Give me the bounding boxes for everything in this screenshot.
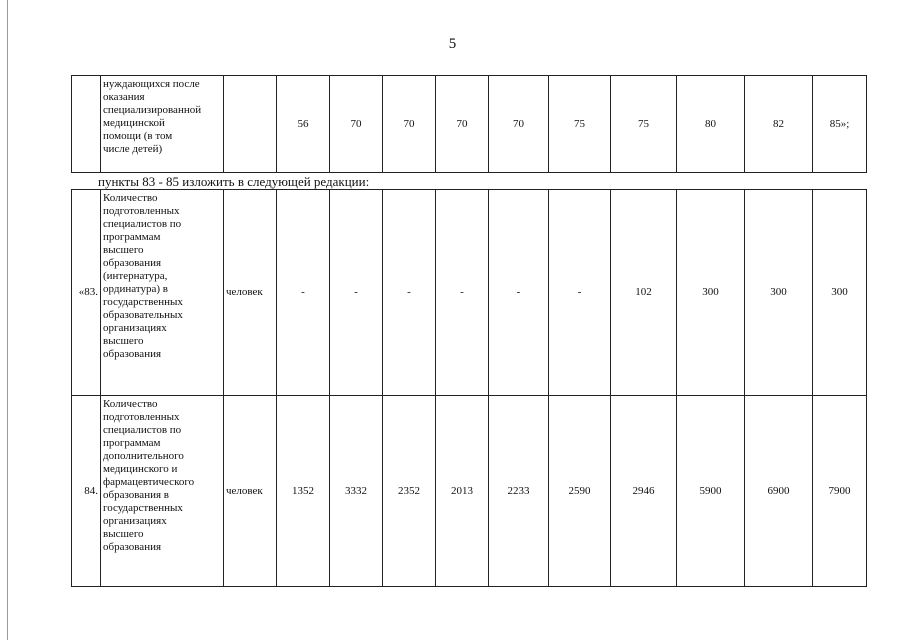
value-cell: 2352 xyxy=(383,396,436,587)
value-cell: 2946 xyxy=(611,396,677,587)
value-cell: 70 xyxy=(436,76,489,173)
value-cell: 82 xyxy=(745,76,813,173)
value-cell: 7900 xyxy=(813,396,867,587)
value-cell: 2233 xyxy=(489,396,549,587)
value-cell: 2590 xyxy=(549,396,611,587)
table-row xyxy=(72,396,867,587)
unit-cell: человек xyxy=(224,396,277,587)
value-cell: 80 xyxy=(677,76,745,173)
value-cell: 102 xyxy=(611,190,677,396)
indicator-description: Количество подготовленных специалистов по программам высшего образования (интернатура, ординатура) в государственных образовательных организациях высшего образования xyxy=(101,190,224,396)
value-cell: - xyxy=(489,190,549,396)
page-number: 5 xyxy=(448,36,457,52)
value-cell: 75 xyxy=(611,76,677,173)
value-cell: 300 xyxy=(745,190,813,396)
value-cell: 1352 xyxy=(277,396,330,587)
table-row xyxy=(72,76,867,173)
value-cell: - xyxy=(383,190,436,396)
unit-cell xyxy=(224,76,277,173)
value-cell: - xyxy=(436,190,489,396)
value-cell: 70 xyxy=(383,76,436,173)
row-number-cell xyxy=(72,76,101,173)
value-cell: 3332 xyxy=(330,396,383,587)
value-cell: 75 xyxy=(549,76,611,173)
value-cell: 70 xyxy=(489,76,549,173)
value-cell: 56 xyxy=(277,76,330,173)
row-number-cell: «83. xyxy=(72,190,101,396)
amendment-text: пункты 83 - 85 изложить в следующей редакции: xyxy=(98,174,370,189)
value-cell: 300 xyxy=(813,190,867,396)
indicator-description: Количество подготовленных специалистов по программам дополнительного медицинского и фармацевтического образования в государственных организациях высшего образования xyxy=(101,396,224,587)
table-row xyxy=(72,190,867,396)
continued-table-fragment xyxy=(71,75,867,173)
indicator-description: нуждающихся после оказания специализированной медицинской помощи (в том числе детей) xyxy=(101,76,224,173)
value-cell: 5900 xyxy=(677,396,745,587)
unit-cell: человек xyxy=(224,190,277,396)
value-cell: - xyxy=(549,190,611,396)
value-cell: 70 xyxy=(330,76,383,173)
value-cell: - xyxy=(330,190,383,396)
value-cell: 85»; xyxy=(813,76,867,173)
value-cell: - xyxy=(277,190,330,396)
value-cell: 2013 xyxy=(436,396,489,587)
row-number-cell: 84. xyxy=(72,396,101,587)
page-binding-line xyxy=(7,0,8,640)
value-cell: 6900 xyxy=(745,396,813,587)
value-cell: 300 xyxy=(677,190,745,396)
indicators-table xyxy=(71,189,867,587)
